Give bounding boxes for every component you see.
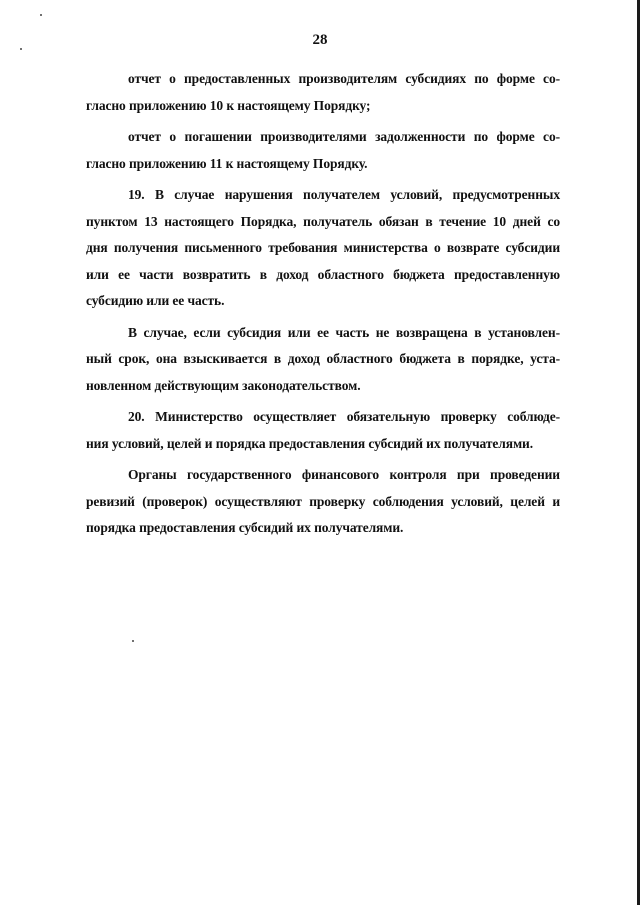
scan-speck: [40, 14, 42, 16]
text-line: или ее части возвратить в доход областного бюджета предоставленную: [86, 266, 560, 282]
paragraph-recovery: [86, 320, 560, 400]
paragraph-report-debt: [86, 124, 560, 177]
text-line: ния условий, целей и порядка предоставления субсидий их получателями.: [86, 435, 533, 451]
text-line: ревизий (проверок) осуществляют проверку соблюдения условий, целей и: [86, 493, 560, 509]
text-line: гласно приложению 11 к настоящему Порядку.: [86, 155, 368, 171]
scan-speck: [132, 640, 134, 642]
paragraph-report-subsidies: [86, 66, 560, 119]
paragraph-financial-control: [86, 462, 560, 542]
document-body: [86, 66, 560, 547]
text-line: дня получения письменного требования министерства о возврате субсидии: [86, 240, 560, 255]
text-line: отчет о погашении производителями задолженности по форме со-: [128, 129, 560, 144]
text-line: субсидию или ее часть.: [86, 293, 225, 308]
page-number: 28: [312, 32, 328, 48]
text-line: Органы государственного финансового контроля при проведении: [128, 467, 560, 482]
paragraph-clause-20: [86, 404, 560, 457]
text-line: 20. Министерство осуществляет обязательную проверку соблюде-: [128, 409, 560, 424]
text-line: В случае, если субсидия или ее часть не возвращена в установлен-: [128, 324, 560, 340]
text-line: пунктом 13 настоящего Порядка, получатель обязан в течение 10 дней со: [86, 213, 560, 229]
text-line: ный срок, она взыскивается в доход областного бюджета в порядке, уста-: [86, 351, 560, 366]
text-line: гласно приложению 10 к настоящему Порядку;: [86, 97, 371, 113]
text-line: 19. В случае нарушения получателем условий, предусмотренных: [128, 187, 560, 202]
paragraph-clause-19: [86, 182, 560, 315]
text-line: новленном действующим законодательством.: [86, 377, 361, 393]
text-line: отчет о предоставленных производителям субсидиях по форме со-: [128, 71, 560, 86]
text-line: порядка предоставления субсидий их получателями.: [86, 520, 404, 535]
